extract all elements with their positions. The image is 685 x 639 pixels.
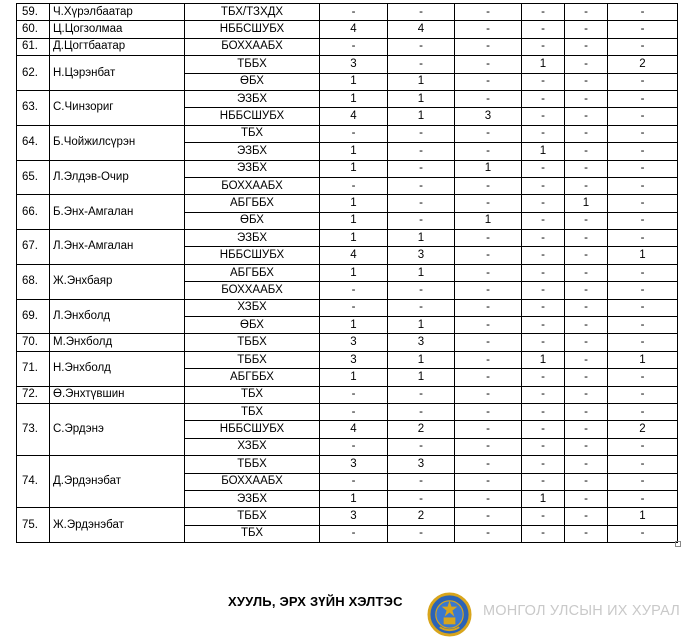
value-col-5: - [565,56,608,73]
value-col-4: - [522,299,565,316]
committee-code: АБГББХ [185,264,320,281]
value-col-2: 1 [388,264,455,281]
member-name: М.Энхболд [50,334,185,351]
table-row [17,334,678,351]
value-col-2: - [388,143,455,160]
value-col-1: 1 [320,230,388,247]
value-col-2: 2 [388,421,455,438]
committee-code: ӨБХ [185,73,320,90]
value-col-6: - [608,143,678,160]
row-number: 59. [17,4,50,21]
value-col-5: - [565,73,608,90]
value-col-1: 4 [320,421,388,438]
value-col-6: - [608,369,678,386]
value-col-5: - [565,299,608,316]
value-col-3: - [455,334,522,351]
value-col-5: - [565,334,608,351]
value-col-3: - [455,38,522,55]
committee-code: АБГББХ [185,195,320,212]
value-col-6: - [608,490,678,507]
value-col-5: - [565,264,608,281]
value-col-2: 3 [388,456,455,473]
committee-code: ТБХ/ТЗХДХ [185,4,320,21]
committee-code: БОХХААБХ [185,282,320,299]
value-col-5: - [565,90,608,107]
value-col-6: - [608,125,678,142]
value-col-4: 1 [522,351,565,368]
value-col-2: 1 [388,317,455,334]
value-col-4: - [522,212,565,229]
value-col-4: - [522,438,565,455]
value-col-2: - [388,195,455,212]
row-number: 67. [17,230,50,265]
value-col-4: - [522,38,565,55]
value-col-1: - [320,125,388,142]
value-col-4: - [522,369,565,386]
value-col-5: - [565,21,608,38]
value-col-6: - [608,108,678,125]
value-col-2: 1 [388,351,455,368]
member-name: Б.Чойжилсүрэн [50,125,185,160]
committee-code: ТББХ [185,456,320,473]
value-col-4: - [522,386,565,403]
value-col-3: - [455,421,522,438]
value-col-2: - [388,403,455,420]
value-col-3: - [455,230,522,247]
row-number: 70. [17,334,50,351]
value-col-5: - [565,508,608,525]
footer-title: ХУУЛЬ, ЭРХ ЗҮЙН ХЭЛТЭС [228,594,403,609]
value-col-2: - [388,212,455,229]
row-number: 61. [17,38,50,55]
value-col-5: - [565,421,608,438]
committee-code: ТБХ [185,403,320,420]
value-col-2: - [388,38,455,55]
value-col-3: - [455,90,522,107]
value-col-5: - [565,212,608,229]
row-number: 62. [17,56,50,91]
value-col-6: - [608,38,678,55]
value-col-6: - [608,456,678,473]
value-col-2: - [388,56,455,73]
value-col-3: - [455,247,522,264]
value-col-6: 1 [608,508,678,525]
value-col-1: 3 [320,508,388,525]
value-col-2: 1 [388,230,455,247]
committee-code: БОХХААБХ [185,177,320,194]
value-col-1: 4 [320,247,388,264]
table-row [17,38,678,55]
value-col-4: 1 [522,143,565,160]
row-number: 75. [17,508,50,543]
value-col-4: - [522,160,565,177]
table-row [17,386,678,403]
table-row [17,508,678,525]
value-col-4: - [522,21,565,38]
value-col-3: - [455,490,522,507]
value-col-2: - [388,177,455,194]
value-col-4: - [522,317,565,334]
value-col-6: - [608,282,678,299]
value-col-2: 1 [388,73,455,90]
committee-code: ХЗБХ [185,438,320,455]
value-col-6: - [608,212,678,229]
watermark-text: МОНГОЛ УЛСЫН ИХ ХУРАЛ [483,603,680,619]
value-col-4: 1 [522,490,565,507]
value-col-2: - [388,386,455,403]
committee-code: ТБХ [185,125,320,142]
value-col-3: - [455,386,522,403]
table-row [17,403,678,420]
value-col-3: - [455,264,522,281]
value-col-1: - [320,299,388,316]
value-col-1: - [320,4,388,21]
value-col-4: - [522,73,565,90]
committee-code: ЭЗБХ [185,90,320,107]
row-number: 72. [17,386,50,403]
table-row [17,195,678,212]
value-col-1: - [320,525,388,542]
value-col-5: - [565,369,608,386]
value-col-3: - [455,317,522,334]
value-col-4: - [522,90,565,107]
value-col-4: - [522,473,565,490]
value-col-1: 1 [320,143,388,160]
value-col-4: - [522,403,565,420]
value-col-3: - [455,299,522,316]
value-col-6: - [608,160,678,177]
value-col-2: - [388,525,455,542]
value-col-2: - [388,4,455,21]
value-col-4: - [522,334,565,351]
value-col-6: - [608,21,678,38]
value-col-5: - [565,403,608,420]
value-col-1: - [320,38,388,55]
value-col-1: 4 [320,108,388,125]
table-body [17,4,678,543]
value-col-3: - [455,21,522,38]
value-col-6: - [608,4,678,21]
value-col-2: - [388,490,455,507]
table-row [17,456,678,473]
value-col-1: 1 [320,73,388,90]
table-row [17,160,678,177]
value-col-1: 4 [320,21,388,38]
value-col-5: - [565,525,608,542]
table-row [17,90,678,107]
value-col-6: 1 [608,247,678,264]
value-col-1: 1 [320,160,388,177]
value-col-5: - [565,4,608,21]
value-col-2: 2 [388,508,455,525]
member-name: Л.Энхболд [50,299,185,334]
value-col-5: - [565,490,608,507]
value-col-6: - [608,230,678,247]
committee-code: ЭЗБХ [185,230,320,247]
committee-code: БОХХААБХ [185,38,320,55]
value-col-5: - [565,351,608,368]
row-number: 69. [17,299,50,334]
value-col-2: 3 [388,334,455,351]
committee-code: БОХХААБХ [185,473,320,490]
value-col-5: - [565,317,608,334]
member-name: С.Чинзориг [50,90,185,125]
value-col-5: - [565,438,608,455]
value-col-4: - [522,247,565,264]
committee-code: ХЗБХ [185,299,320,316]
value-col-2: - [388,282,455,299]
row-number: 71. [17,351,50,386]
value-col-3: - [455,456,522,473]
member-name: Ж.Энхбаяр [50,264,185,299]
value-col-6: - [608,438,678,455]
value-col-5: - [565,456,608,473]
value-col-2: - [388,473,455,490]
table-row [17,56,678,73]
committee-code: НББСШУБХ [185,108,320,125]
value-col-6: - [608,403,678,420]
value-col-5: - [565,143,608,160]
member-name: Б.Энх-Амгалан [50,195,185,230]
committee-code: ӨБХ [185,317,320,334]
value-col-1: 3 [320,56,388,73]
value-col-6: 1 [608,351,678,368]
value-col-4: - [522,264,565,281]
value-col-1: 1 [320,317,388,334]
value-col-3: - [455,143,522,160]
committee-code: ЭЗБХ [185,490,320,507]
value-col-6: - [608,334,678,351]
committee-code: НББСШУБХ [185,247,320,264]
value-col-4: - [522,125,565,142]
member-name: Д.Цогтбаатар [50,38,185,55]
value-col-6: 2 [608,56,678,73]
committee-code: ТББХ [185,508,320,525]
value-col-3: - [455,508,522,525]
value-col-3: - [455,403,522,420]
value-col-1: 3 [320,351,388,368]
value-col-1: 1 [320,212,388,229]
member-name: Ч.Хүрэлбаатар [50,4,185,21]
value-col-4: - [522,421,565,438]
value-col-3: - [455,369,522,386]
value-col-6: 2 [608,421,678,438]
member-name: Ц.Цогзолмаа [50,21,185,38]
value-col-4: - [522,508,565,525]
row-number: 65. [17,160,50,195]
member-name: Ж.Эрдэнэбат [50,508,185,543]
row-number: 66. [17,195,50,230]
value-col-3: - [455,525,522,542]
value-col-6: - [608,473,678,490]
value-col-3: - [455,473,522,490]
table-row [17,264,678,281]
value-col-2: - [388,438,455,455]
value-col-1: - [320,403,388,420]
value-col-1: - [320,282,388,299]
value-col-5: - [565,247,608,264]
value-col-2: 1 [388,108,455,125]
value-col-3: - [455,56,522,73]
value-col-5: - [565,230,608,247]
value-col-1: - [320,473,388,490]
value-col-3: - [455,125,522,142]
value-col-6: - [608,299,678,316]
value-col-3: - [455,282,522,299]
value-col-1: 1 [320,369,388,386]
value-col-5: - [565,473,608,490]
value-col-2: 1 [388,369,455,386]
state-emblem-icon [427,592,472,637]
value-col-2: - [388,125,455,142]
member-name: Д.Эрдэнэбат [50,456,185,508]
value-col-4: - [522,230,565,247]
value-col-6: - [608,264,678,281]
value-col-3: - [455,177,522,194]
value-col-4: 1 [522,56,565,73]
committee-code: ТББХ [185,56,320,73]
member-name: Л.Энх-Амгалан [50,230,185,265]
value-col-2: - [388,160,455,177]
committee-code: ТБХ [185,525,320,542]
value-col-1: 1 [320,490,388,507]
value-col-3: - [455,4,522,21]
value-col-6: - [608,73,678,90]
value-col-1: 3 [320,334,388,351]
committee-code: НББСШУБХ [185,421,320,438]
committee-code: ЭЗБХ [185,160,320,177]
value-col-6: - [608,317,678,334]
value-col-2: - [388,299,455,316]
value-col-1: - [320,177,388,194]
value-col-1: - [320,386,388,403]
value-col-4: - [522,108,565,125]
table-row [17,351,678,368]
value-col-6: - [608,386,678,403]
value-col-6: - [608,195,678,212]
value-col-3: - [455,438,522,455]
committee-code: ТБХ [185,386,320,403]
value-col-3: 1 [455,160,522,177]
value-col-4: - [522,525,565,542]
value-col-1: 1 [320,195,388,212]
value-col-6: - [608,177,678,194]
table-row [17,299,678,316]
committee-code: ТББХ [185,334,320,351]
value-col-4: - [522,4,565,21]
table-row [17,4,678,21]
row-number: 74. [17,456,50,508]
member-name: С.Эрдэнэ [50,403,185,455]
row-number: 64. [17,125,50,160]
value-col-1: 3 [320,456,388,473]
committee-code: ТББХ [185,351,320,368]
table-row [17,230,678,247]
row-number: 73. [17,403,50,455]
row-number: 60. [17,21,50,38]
value-col-4: - [522,177,565,194]
row-number: 68. [17,264,50,299]
value-col-3: - [455,73,522,90]
committee-code: ЭЗБХ [185,143,320,160]
table-corner-marker [675,541,681,547]
value-col-5: - [565,160,608,177]
value-col-2: 3 [388,247,455,264]
committee-code: АБГББХ [185,369,320,386]
row-number: 63. [17,90,50,125]
members-table [16,3,678,543]
member-name: Ө.Энхтүвшин [50,386,185,403]
value-col-2: 1 [388,90,455,107]
value-col-5: - [565,386,608,403]
member-name: Л.Элдэв-Очир [50,160,185,195]
value-col-3: 3 [455,108,522,125]
value-col-6: - [608,525,678,542]
value-col-6: - [608,90,678,107]
committee-code: НББСШУБХ [185,21,320,38]
member-name: Н.Энхболд [50,351,185,386]
table-row [17,125,678,142]
value-col-5: - [565,125,608,142]
value-col-4: - [522,282,565,299]
value-col-5: - [565,38,608,55]
value-col-4: - [522,195,565,212]
value-col-5: 1 [565,195,608,212]
value-col-5: - [565,177,608,194]
value-col-4: - [522,456,565,473]
value-col-5: - [565,108,608,125]
committee-code: ӨБХ [185,212,320,229]
table-row [17,21,678,38]
value-col-3: - [455,351,522,368]
value-col-3: - [455,195,522,212]
value-col-2: 4 [388,21,455,38]
value-col-1: 1 [320,264,388,281]
member-name: Н.Цэрэнбат [50,56,185,91]
value-col-1: 1 [320,90,388,107]
value-col-1: - [320,438,388,455]
value-col-3: 1 [455,212,522,229]
value-col-5: - [565,282,608,299]
